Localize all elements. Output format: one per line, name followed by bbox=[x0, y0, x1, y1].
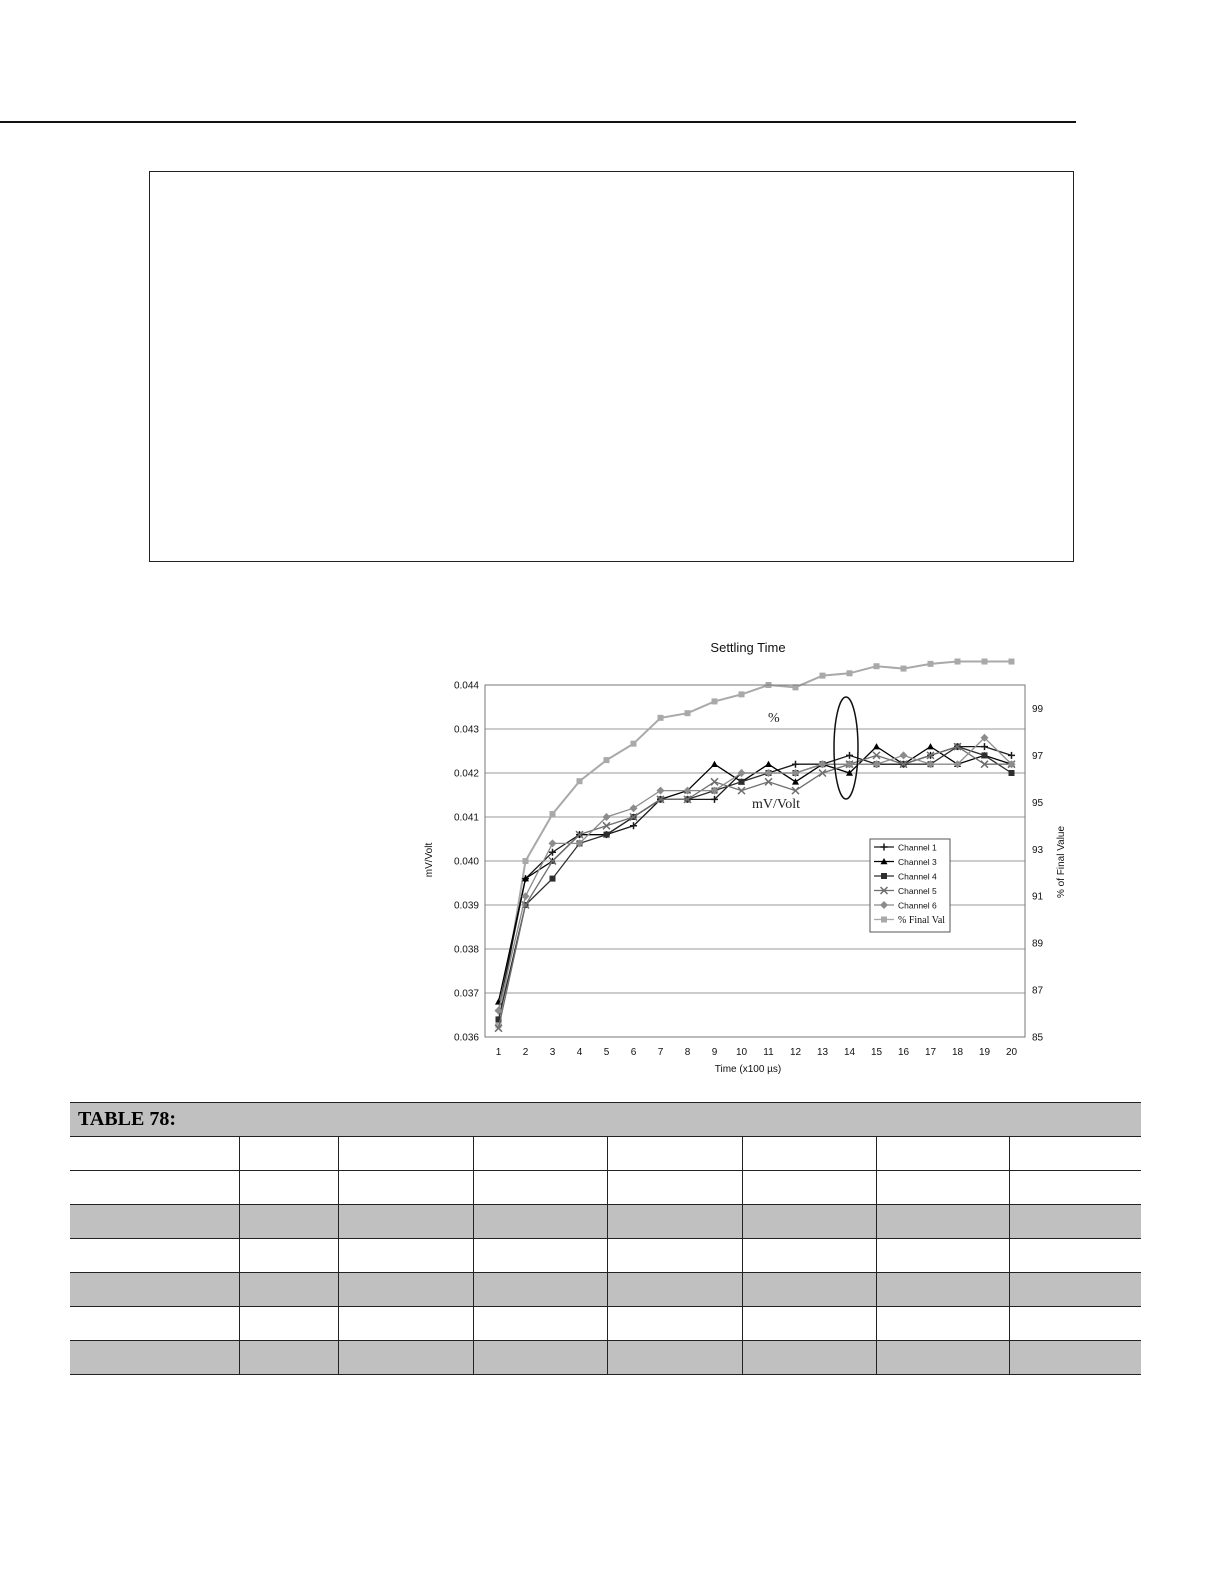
table-cell bbox=[473, 1341, 607, 1375]
legend-marker bbox=[881, 917, 887, 923]
data-point bbox=[873, 752, 880, 759]
table-cell bbox=[338, 1341, 473, 1375]
table-cell bbox=[742, 1171, 876, 1205]
table-cell bbox=[607, 1205, 742, 1239]
y2-tick-label: 97 bbox=[1032, 750, 1044, 762]
table-cell bbox=[239, 1273, 338, 1307]
mv-volt-annotation: mV/Volt bbox=[752, 797, 800, 812]
table-cell bbox=[70, 1307, 239, 1341]
data-point bbox=[738, 787, 745, 794]
data-point bbox=[577, 778, 583, 784]
y-tick-label: 0.038 bbox=[453, 944, 479, 956]
settling-time-chart bbox=[400, 625, 1100, 1085]
data-point bbox=[604, 757, 610, 763]
legend-label: Channel 1 bbox=[898, 842, 937, 853]
y-tick-label: 0.040 bbox=[453, 856, 479, 868]
table-cell bbox=[239, 1205, 338, 1239]
table-row bbox=[70, 1205, 1141, 1239]
table-cell bbox=[239, 1341, 338, 1375]
x-tick-label: 8 bbox=[684, 1047, 691, 1058]
table-cell bbox=[1009, 1239, 1141, 1273]
data-point bbox=[631, 741, 637, 747]
table-cell bbox=[239, 1307, 338, 1341]
x-tick-label: 16 bbox=[897, 1047, 910, 1058]
table-cell bbox=[473, 1239, 607, 1273]
table-cell bbox=[876, 1137, 1009, 1171]
table-cell bbox=[338, 1307, 473, 1341]
y-tick-label: 0.043 bbox=[453, 724, 479, 736]
x-tick-label: 15 bbox=[870, 1047, 883, 1058]
table-cell bbox=[70, 1341, 239, 1375]
legend-label: Channel 4 bbox=[898, 871, 937, 882]
data-point bbox=[792, 787, 799, 794]
table-cell bbox=[607, 1307, 742, 1341]
table-cell bbox=[1009, 1205, 1141, 1239]
y-tick-label: 0.037 bbox=[453, 988, 479, 1000]
data-point bbox=[550, 811, 556, 817]
table-cell bbox=[473, 1171, 607, 1205]
table-cell bbox=[338, 1273, 473, 1307]
data-point bbox=[955, 659, 961, 665]
x-tick-label: 14 bbox=[843, 1047, 856, 1058]
data-point bbox=[711, 761, 718, 767]
table-cell bbox=[1009, 1341, 1141, 1375]
table-row bbox=[70, 1239, 1141, 1273]
x-tick-label: 11 bbox=[763, 1047, 774, 1058]
data-point bbox=[1009, 770, 1015, 776]
x-tick-label: 1 bbox=[495, 1047, 502, 1058]
data-point bbox=[1009, 659, 1015, 665]
table-cell bbox=[742, 1273, 876, 1307]
table-caption: TABLE 78: bbox=[70, 1103, 1141, 1137]
data-point bbox=[603, 822, 610, 829]
y2-tick-label: 89 bbox=[1032, 938, 1044, 950]
table-cell bbox=[338, 1171, 473, 1205]
table-cell bbox=[607, 1341, 742, 1375]
data-point bbox=[901, 666, 907, 672]
table-cell bbox=[338, 1205, 473, 1239]
table-cell bbox=[876, 1171, 1009, 1205]
x-tick-label: 12 bbox=[789, 1047, 802, 1058]
y2-tick-label: 87 bbox=[1032, 985, 1044, 997]
x-tick-label: 3 bbox=[549, 1047, 556, 1058]
table-cell bbox=[742, 1341, 876, 1375]
data-point bbox=[739, 779, 745, 785]
data-point bbox=[765, 761, 772, 767]
table-cell bbox=[876, 1273, 1009, 1307]
x-tick-label: 9 bbox=[711, 1047, 718, 1058]
y2-tick-label: 99 bbox=[1032, 703, 1044, 715]
table-cell bbox=[607, 1137, 742, 1171]
data-point bbox=[927, 743, 934, 749]
x-tick-label: 13 bbox=[816, 1047, 829, 1058]
x-tick-label: 17 bbox=[924, 1047, 937, 1058]
table-row bbox=[70, 1273, 1141, 1307]
x-tick-label: 7 bbox=[657, 1047, 664, 1058]
table-cell bbox=[239, 1239, 338, 1273]
table-cell bbox=[239, 1171, 338, 1205]
data-point bbox=[981, 743, 988, 750]
table-caption-row bbox=[70, 1103, 1141, 1137]
x-tick-label: 4 bbox=[576, 1047, 583, 1058]
data-point bbox=[550, 876, 556, 882]
data-point bbox=[1008, 752, 1015, 759]
data-point bbox=[604, 832, 610, 838]
blank-figure-box bbox=[149, 171, 1074, 562]
table-row bbox=[70, 1341, 1141, 1375]
x-tick-label: 5 bbox=[603, 1047, 610, 1058]
data-point bbox=[874, 663, 880, 669]
header-rule bbox=[0, 121, 1076, 123]
x-tick-label: 10 bbox=[735, 1047, 748, 1058]
data-point bbox=[657, 787, 665, 795]
table-cell bbox=[742, 1205, 876, 1239]
data-point bbox=[658, 715, 664, 721]
data-point bbox=[630, 804, 638, 812]
x-axis-label: Time (x100 µs) bbox=[714, 1064, 782, 1075]
legend-label: Channel 3 bbox=[898, 857, 937, 867]
data-point bbox=[846, 752, 853, 759]
table-cell bbox=[1009, 1273, 1141, 1307]
data-table bbox=[70, 1102, 1141, 1375]
table-row bbox=[70, 1307, 1141, 1341]
table-cell bbox=[239, 1137, 338, 1171]
table-cell bbox=[473, 1273, 607, 1307]
legend-marker bbox=[881, 873, 887, 879]
y-axis-label: mV/Volt bbox=[424, 842, 435, 878]
table-cell bbox=[338, 1137, 473, 1171]
x-tick-label: 19 bbox=[978, 1047, 991, 1058]
x-tick-label: 2 bbox=[522, 1047, 529, 1058]
table-cell bbox=[876, 1205, 1009, 1239]
highlight-ellipse bbox=[834, 697, 858, 799]
data-point bbox=[739, 691, 745, 697]
table-cell bbox=[70, 1239, 239, 1273]
table-cell bbox=[473, 1137, 607, 1171]
table-row bbox=[70, 1137, 1141, 1171]
data-point bbox=[928, 661, 934, 667]
data-point bbox=[712, 698, 718, 704]
data-point bbox=[820, 673, 826, 679]
legend bbox=[870, 839, 950, 932]
table-cell bbox=[473, 1205, 607, 1239]
table-cell bbox=[607, 1239, 742, 1273]
table-cell bbox=[1009, 1171, 1141, 1205]
axes-layer bbox=[454, 681, 1044, 1059]
data-point bbox=[873, 743, 880, 749]
table-cell bbox=[473, 1307, 607, 1341]
table-cell bbox=[876, 1239, 1009, 1273]
y-tick-label: 0.041 bbox=[453, 812, 479, 824]
y-tick-label: 0.044 bbox=[453, 680, 479, 692]
data-point bbox=[523, 858, 529, 864]
percent-annotation: % bbox=[768, 711, 780, 726]
table-cell bbox=[876, 1341, 1009, 1375]
table-cell bbox=[876, 1307, 1009, 1341]
x-tick-label: 6 bbox=[630, 1047, 637, 1058]
table-cell bbox=[607, 1171, 742, 1205]
table-row bbox=[70, 1171, 1141, 1205]
chart-title: Settling Time bbox=[710, 640, 786, 655]
data-point bbox=[982, 752, 988, 758]
data-point bbox=[847, 670, 853, 676]
x-tick-label: 20 bbox=[1005, 1047, 1018, 1058]
x-tick-label: 18 bbox=[951, 1047, 964, 1058]
table-cell bbox=[70, 1137, 239, 1171]
data-point bbox=[711, 778, 718, 785]
table-cell bbox=[338, 1239, 473, 1273]
legend-label: Channel 5 bbox=[898, 886, 937, 896]
data-point bbox=[765, 778, 772, 785]
table-cell bbox=[742, 1307, 876, 1341]
table-cell bbox=[1009, 1137, 1141, 1171]
data-point bbox=[792, 761, 799, 768]
data-point bbox=[549, 839, 557, 847]
data-point bbox=[685, 710, 691, 716]
table-cell bbox=[70, 1205, 239, 1239]
y2-axis-label: % of Final Value bbox=[1056, 825, 1067, 899]
y2-tick-label: 95 bbox=[1032, 797, 1044, 809]
table-cell bbox=[742, 1137, 876, 1171]
table-cell bbox=[607, 1273, 742, 1307]
y2-tick-label: 85 bbox=[1032, 1032, 1044, 1044]
data-point bbox=[982, 659, 988, 665]
table-cell bbox=[70, 1273, 239, 1307]
y2-tick-label: 91 bbox=[1032, 891, 1044, 903]
y2-tick-label: 93 bbox=[1032, 844, 1044, 856]
legend-label: % Final Val bbox=[898, 915, 946, 926]
legend-label: Channel 6 bbox=[898, 900, 937, 911]
y-tick-label: 0.042 bbox=[453, 768, 479, 780]
table-cell bbox=[70, 1171, 239, 1205]
y-tick-label: 0.036 bbox=[453, 1032, 479, 1044]
data-point bbox=[900, 751, 908, 759]
y-tick-label: 0.039 bbox=[453, 900, 479, 912]
table-cell bbox=[1009, 1307, 1141, 1341]
table-cell bbox=[742, 1239, 876, 1273]
data-point bbox=[792, 778, 799, 784]
